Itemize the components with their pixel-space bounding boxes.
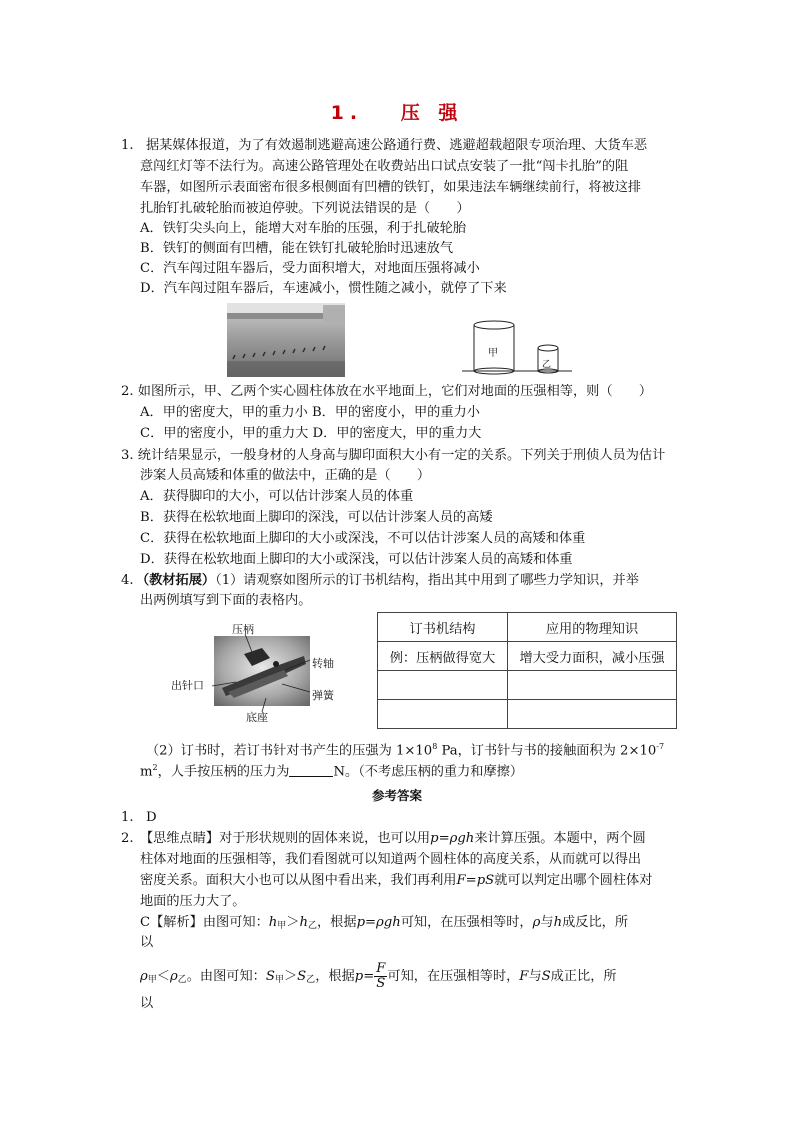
answer2-text: ，根据 xyxy=(317,915,357,930)
symbol: p= xyxy=(354,969,375,984)
table-row xyxy=(378,671,677,700)
label-outlet: 出针口 xyxy=(171,679,204,692)
symbol: F xyxy=(519,969,529,984)
q4-part2-exp: 2 xyxy=(152,763,158,772)
q4-part2-exp: -7 xyxy=(656,742,665,751)
formula-pressure: p=ρgh xyxy=(430,831,475,846)
symbol: h xyxy=(553,915,563,930)
q3-stem-line: 3. 统计结果显示，一般身材的人身高与脚印面积大小有一定的关系。下列关于刑侦人员为估计 xyxy=(121,448,666,463)
symbol: ＜ xyxy=(156,969,170,984)
q4-part2-text: ，人手按压柄的压力为 xyxy=(157,764,290,780)
symbol: ＞ xyxy=(283,969,298,984)
q1-stem-line: 据某媒体报道，为了有效遏制逃避高速公路通行费、逃避超载超限专项治理、大货车恶 xyxy=(146,138,648,153)
subscript: 甲 xyxy=(277,921,287,931)
q3-option-b: B．获得在松软地面上脚印的深浅，可以估计涉案人员的高矮 xyxy=(140,510,493,525)
q2-options-ab: A．甲的密度大，甲的重力小 B．甲的密度小，甲的重力小 xyxy=(140,405,480,420)
q4-tag: （教材拓展） xyxy=(136,573,216,588)
q4-part2-line2 xyxy=(140,758,523,782)
label-axis: 转轴 xyxy=(312,657,334,670)
symbol: S xyxy=(265,969,275,984)
fraction-denominator: S xyxy=(376,976,386,991)
table-row xyxy=(378,700,677,729)
symbol: ρ xyxy=(140,969,148,984)
q4-line1 xyxy=(136,571,639,591)
answer2-text: 。由图可知： xyxy=(186,969,266,984)
subscript: 甲 xyxy=(274,975,284,985)
symbol: S xyxy=(541,969,551,984)
symbol: ρ xyxy=(532,915,541,930)
answer2-text: 成正比，所 xyxy=(550,969,617,984)
q3-option-a: A．获得脚印的大小，可以估计涉案人员的体重 xyxy=(140,489,414,504)
symbol: h xyxy=(299,915,308,930)
answer2-text: 密度关系。面积大小也可以从图中看出来，我们再利用 xyxy=(140,873,457,888)
table-header: 应用的物理知识 xyxy=(508,613,677,642)
q1-option-d: D．汽车闯过阻车器后，车速减小，惯性随之减小，就停了下来 xyxy=(140,281,507,296)
table-cell: 增大受力面积，减小压强 xyxy=(508,642,677,671)
answer-blank[interactable] xyxy=(289,762,333,777)
q3-option-c: C．获得在松软地面上脚印的大小或深浅，不可以估计涉案人员的高矮和体重 xyxy=(140,531,586,546)
q4-text1: （1）请观察如图所示的订书机结构，指出其中用到了哪些力学知识，并举 xyxy=(215,573,639,588)
answer2-text: 【思维点睛】对于形状规则的固体来说，也可以用 xyxy=(140,831,431,846)
q3-stem-line: 涉案人员高矮和体重的做法中，正确的是（ ） xyxy=(140,468,431,483)
symbol: h xyxy=(268,915,278,930)
q1-number: 1. xyxy=(121,138,134,153)
answer2-text: C【解析】由图可知： xyxy=(140,915,269,930)
answer2-line7 xyxy=(140,962,617,991)
subscript: 乙 xyxy=(307,921,317,931)
formula-pressure: p=ρgh xyxy=(356,915,401,930)
answer2-line5 xyxy=(140,913,628,936)
table-cell[interactable] xyxy=(378,671,508,700)
table-header: 订书机结构 xyxy=(378,613,508,642)
q4-part2-text: Pa，订书针与书的接触面积为 2×10 xyxy=(437,743,657,759)
answer2-text: 可知，在压强相等时， xyxy=(400,915,533,930)
answer1-text: D xyxy=(146,810,157,825)
answer2-line8: 以 xyxy=(140,996,154,1011)
table-cell[interactable] xyxy=(378,700,508,729)
q4-part2-text: N。（不考虑压柄的重力和摩擦） xyxy=(333,764,524,780)
table-cell: 例：压柄做得宽大 xyxy=(378,642,508,671)
q2-options-cd: C．甲的密度小，甲的重力大 D．甲的密度大，甲的重力大 xyxy=(140,426,482,441)
q1-stem-line: 扎胎钉扎破轮胎而被迫停驶。下列说法错误的是（ ） xyxy=(140,201,470,216)
cylinder-yi-label: 乙 xyxy=(542,360,552,370)
answer2-text: ，根据 xyxy=(315,969,355,984)
stapler-knowledge-table xyxy=(377,612,677,729)
answer2-line6: 以 xyxy=(140,935,154,950)
table-cell[interactable] xyxy=(508,700,677,729)
answers-heading: 参考答案 xyxy=(371,788,422,803)
q1-stem-line: 车器，如图所示表面密布很多根侧面有凹槽的铁钉，如果违法车辆继续前行，将被这排 xyxy=(140,180,642,195)
answer2-text: 与 xyxy=(540,915,554,930)
subscript: 甲 xyxy=(147,975,157,985)
label-spring: 弹簧 xyxy=(312,689,334,702)
q4-part2-text: m xyxy=(140,764,153,780)
fraction-f-over-s xyxy=(374,962,387,991)
table-cell[interactable] xyxy=(508,671,677,700)
q4-part2-text: （2）订书时，若订书针对书产生的压强为 1×10 xyxy=(146,743,433,759)
q4-number: 4. xyxy=(121,573,134,588)
q4-part2-exp: 8 xyxy=(432,742,438,751)
label-handle: 压柄 xyxy=(232,623,254,636)
q1-stem-line: 意闯红灯等不法行为。高速公路管理处在收费站出口试点安装了一批“闯卡扎胎”的阻 xyxy=(140,159,629,174)
fraction-numerator: F xyxy=(376,961,386,976)
table-header-row xyxy=(378,613,677,642)
answer2-text: 可知，在压强相等时， xyxy=(387,969,520,984)
table-row xyxy=(378,642,677,671)
answer2-text: 与 xyxy=(528,969,542,984)
subscript: 乙 xyxy=(306,975,316,985)
road-spike-photo xyxy=(227,303,345,377)
subscript: 乙 xyxy=(177,975,187,985)
symbol: ρ xyxy=(169,969,178,984)
answer2-line1 xyxy=(140,829,646,849)
answer2-text: 来计算压强。本题中，两个圆 xyxy=(474,831,646,846)
cylinders-figure xyxy=(462,316,572,378)
q1-option-b: B．铁钉的侧面有凹槽，能在铁钉扎破轮胎时迅速放气 xyxy=(140,241,454,256)
cylinder-jia-label: 甲 xyxy=(488,348,498,359)
answer1-number: 1. xyxy=(121,810,134,825)
answer2-text: 成反比，所 xyxy=(562,915,629,930)
q2-stem: 2. 如图所示，甲、乙两个实心圆柱体放在水平地面上，它们对地面的压强相等，则（ ） xyxy=(121,384,653,399)
page-title: 1. 压 强 xyxy=(330,102,464,124)
label-base: 底座 xyxy=(246,711,268,724)
answer2-text: 就可以判定出哪个圆柱体对 xyxy=(494,873,653,888)
answer2-number: 2. xyxy=(121,831,134,846)
answer2-line4: 地面的压力大了。 xyxy=(140,894,246,909)
answer2-line2: 柱体对地面的压强相等，我们看图就可以知道两个圆柱体的高度关系，从而就可以得出 xyxy=(140,852,642,867)
q4-line2: 出两例填写到下面的表格内。 xyxy=(140,593,312,608)
q3-option-d: D．获得在松软地面上脚印的大小或深浅，可以估计涉案人员的高矮和体重 xyxy=(140,552,573,567)
symbol: S xyxy=(297,969,307,984)
formula-force: F=pS xyxy=(456,873,495,888)
symbol: ＞ xyxy=(286,915,300,930)
answer2-line3 xyxy=(140,871,652,891)
q1-option-c: C．汽车闯过阻车器后，受力面积增大，对地面压强将减小 xyxy=(140,261,480,276)
q1-option-a: A．铁钉尖头向上，能增大对车胎的压强，利于扎破轮胎 xyxy=(140,221,467,236)
